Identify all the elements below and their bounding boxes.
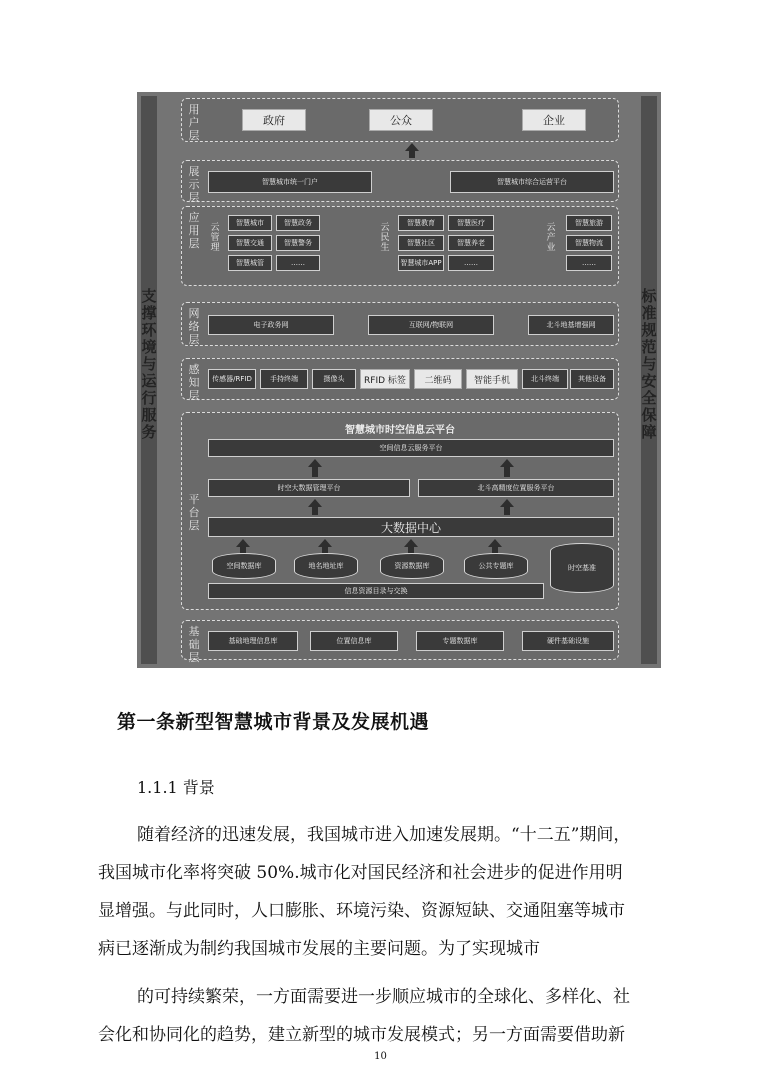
support-label: 支撑环境与运行服务 (141, 287, 157, 441)
network-box: 互联网/物联网 (368, 315, 494, 335)
database-cylinder: 公共专题库 (464, 553, 528, 579)
arrow-up-icon (405, 143, 419, 151)
app-box: 智慧警务 (276, 235, 320, 251)
arrow-stem (312, 467, 318, 477)
section-label: 1.1.1 背景 (137, 778, 215, 797)
layer-name: 网络层 (188, 307, 200, 346)
app-box: 智慧政务 (276, 215, 320, 231)
app-box: 智慧养老 (448, 235, 494, 251)
arrow-stem (504, 507, 510, 515)
infra-box: 基础地理信息库 (208, 631, 298, 651)
architecture-diagram (137, 92, 661, 668)
layer-name: 展示层 (188, 165, 200, 204)
layer-name: 平台层 (188, 493, 200, 532)
network-box: 北斗地基增强网 (528, 315, 614, 335)
arrow-up-icon (318, 539, 332, 547)
network-layer (181, 302, 619, 346)
app-box: 智慧教育 (398, 215, 444, 231)
infrastructure-layer (181, 620, 619, 664)
database-cylinder: 时空基准 (550, 543, 614, 593)
sensing-box: 二维码 (414, 369, 462, 389)
paragraph-line: 会化和协同化的趋势，建立新型的城市发展模式；另一方面需要借助新 (98, 1025, 625, 1045)
arrow-up-icon (308, 499, 322, 507)
platform-title: 智慧城市时空信息云平台 (345, 425, 455, 436)
infra-box: 位置信息库 (310, 631, 398, 651)
arrow-up-icon (500, 499, 514, 507)
sensing-layer (181, 358, 619, 400)
standard-label: 标准规范与安全保障 (641, 287, 657, 441)
sensing-box: 其他设备 (570, 369, 614, 389)
paragraph-line: 随着经济的迅速发展，我国城市进入加速发展期。“十二五”期间， (137, 825, 631, 845)
app-box: 智慧城管 (228, 255, 272, 271)
article-heading: 第一条新型智慧城市背景及发展机遇 (117, 711, 430, 733)
paragraph-line: 我国城市化率将突破 50%.城市化对国民经济和社会进步的促进作用明 (98, 863, 623, 883)
layer-name: 感知层 (188, 363, 200, 402)
display-box-portal: 智慧城市统一门户 (208, 171, 372, 193)
user-box-public: 公众 (369, 109, 433, 131)
paragraph-line: 显增强。与此同时，人口膨胀、环境污染、资源短缺、交通阻塞等城市 (98, 901, 625, 921)
user-box-enterprise: 企业 (522, 109, 586, 131)
arrow-stem (312, 507, 318, 515)
sensing-box: 手持终端 (260, 369, 308, 389)
display-box-operations: 智慧城市综合运营平台 (450, 171, 614, 193)
sensing-box: 智能手机 (466, 369, 518, 389)
sensing-box: RFID 标签 (360, 369, 410, 389)
left-platform-box: 时空大数据管理平台 (208, 479, 410, 497)
arrow-up-icon (308, 459, 322, 467)
infra-box: 硬件基础设施 (522, 631, 614, 651)
app-box: …… (448, 255, 494, 271)
app-box: 智慧城市 (228, 215, 272, 231)
platform-layer (181, 412, 619, 610)
layer-name: 应用层 (188, 211, 200, 250)
arrow-up-icon (488, 539, 502, 547)
big-data-center-box: 大数据中心 (208, 517, 614, 537)
layer-name: 基础层 (188, 625, 200, 664)
right-platform-box: 北斗高精度位置服务平台 (418, 479, 614, 497)
app-box: 智慧城市APP (398, 255, 444, 271)
sensing-box: 摄像头 (312, 369, 356, 389)
app-box: 智慧社区 (398, 235, 444, 251)
user-box-government: 政府 (242, 109, 306, 131)
app-box: 智慧医疗 (448, 215, 494, 231)
user-layer (181, 98, 619, 142)
sensing-box: 传感器/RFID (208, 369, 256, 389)
database-cylinder: 资源数据库 (380, 553, 444, 579)
layer-name: 用户层 (188, 103, 200, 142)
cloud-service-box: 空间信息云服务平台 (208, 439, 614, 457)
integration-box: 信息资源目录与交换 (208, 583, 544, 599)
page-number: 10 (374, 1051, 387, 1062)
paragraph-line: 的可持续繁荣，一方面需要进一步顺应城市的全球化、多样化、社 (137, 987, 630, 1007)
display-layer (181, 160, 619, 202)
arrow-stem (409, 150, 415, 158)
arrow-up-icon (404, 539, 418, 547)
database-cylinder: 空间数据库 (212, 553, 276, 579)
app-box: 智慧旅游 (566, 215, 612, 231)
group-name-industry: 云产业 (546, 223, 556, 253)
app-box: 智慧交通 (228, 235, 272, 251)
network-box: 电子政务网 (208, 315, 334, 335)
application-layer (181, 206, 619, 286)
app-box: 智慧物流 (566, 235, 612, 251)
group-name-livelihood: 云民生 (380, 223, 390, 253)
arrow-up-icon (500, 459, 514, 467)
arrow-up-icon (236, 539, 250, 547)
database-cylinder: 地名地址库 (294, 553, 358, 579)
app-box: …… (276, 255, 320, 271)
infra-box: 专题数据库 (416, 631, 504, 651)
arrow-stem (504, 467, 510, 477)
app-box: …… (566, 255, 612, 271)
paragraph-line: 病已逐渐成为制约我国城市发展的主要问题。为了实现城市 (98, 939, 540, 959)
group-name-management: 云管理 (210, 223, 220, 253)
sensing-box: 北斗终端 (522, 369, 568, 389)
